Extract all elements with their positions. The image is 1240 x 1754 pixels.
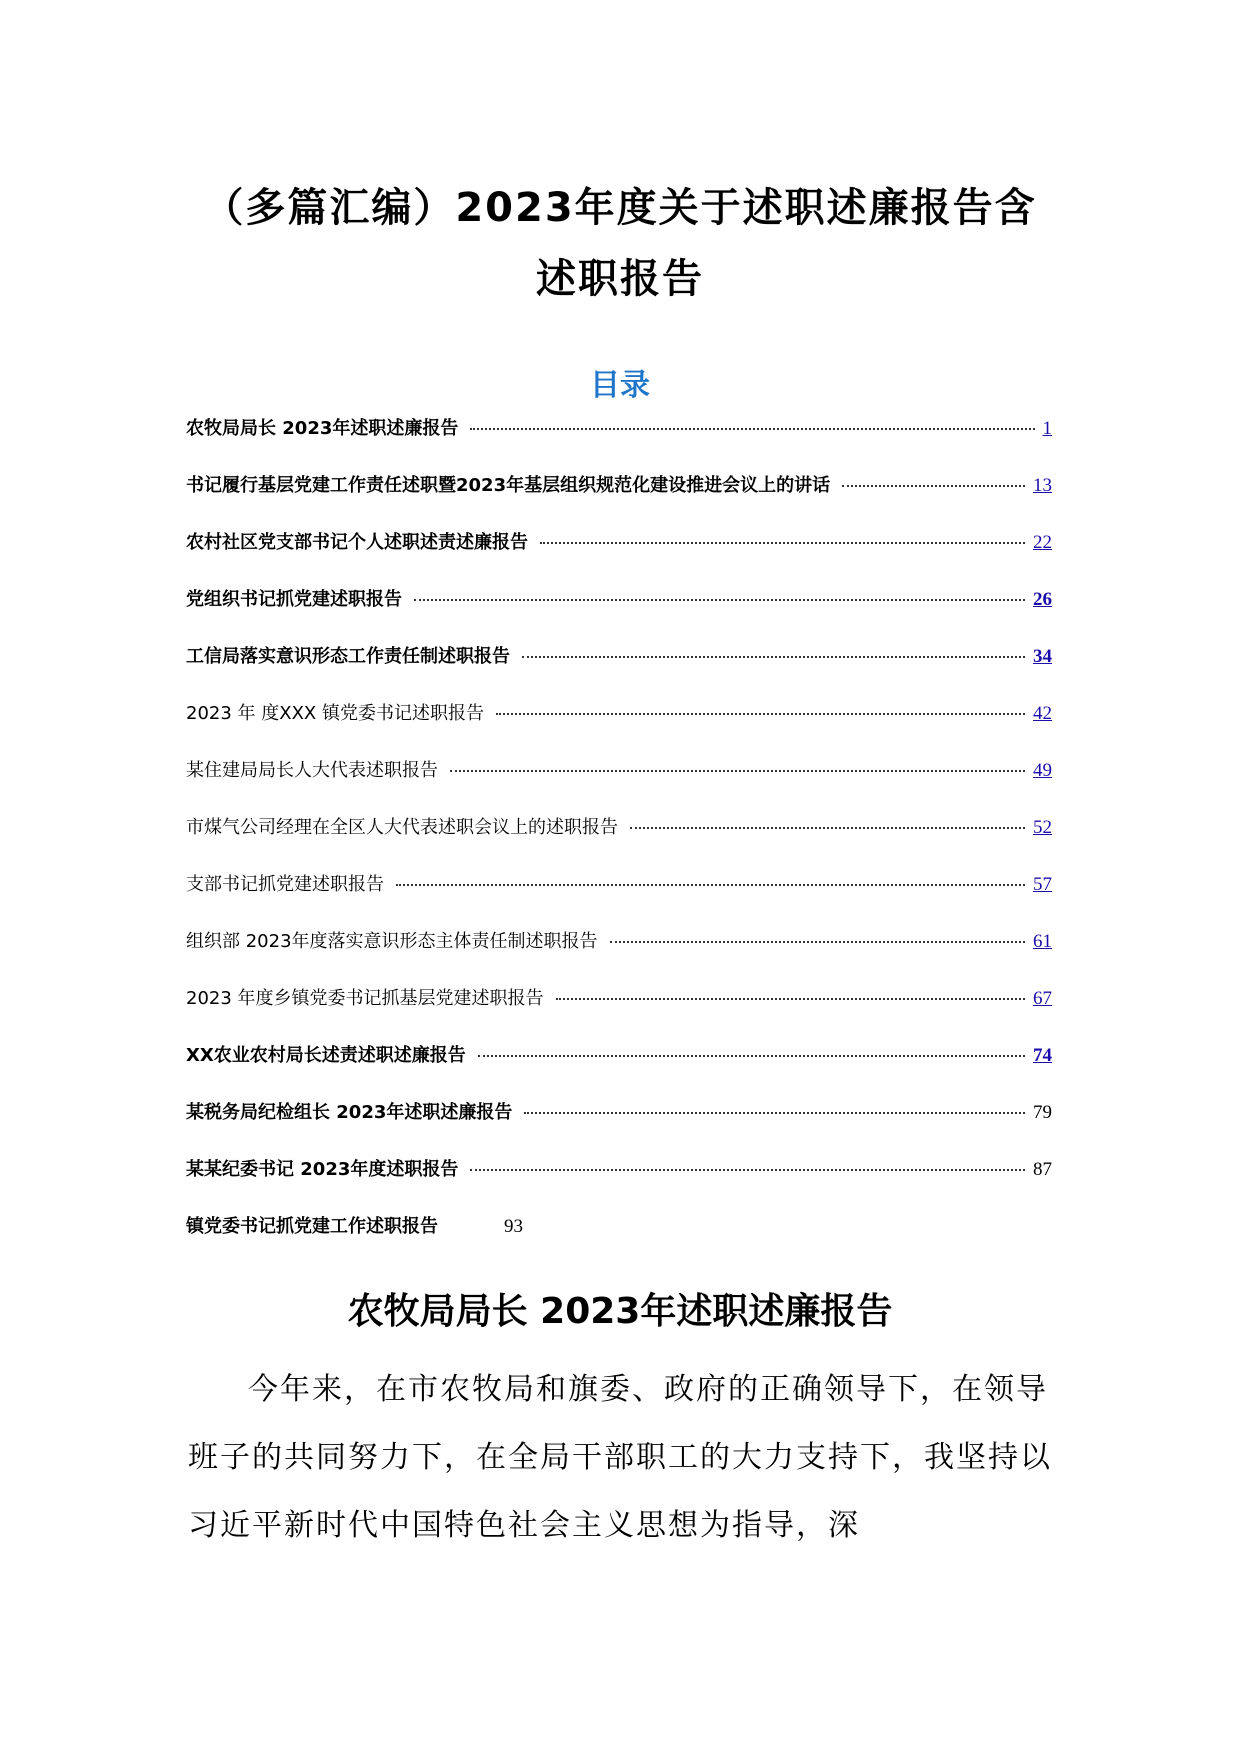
toc-entry[interactable] <box>186 528 1052 585</box>
toc-page-link[interactable]: 34 <box>1033 646 1052 667</box>
toc-page-link[interactable]: 22 <box>1033 532 1052 553</box>
toc-page-link[interactable]: 61 <box>1033 931 1052 952</box>
toc-entry[interactable] <box>186 1098 1052 1155</box>
toc-entry-title: 某住建局局长人大代表述职报告 <box>186 760 438 781</box>
toc-entry-title: 市煤气公司经理在全区人大代表述职会议上的述职报告 <box>186 817 618 838</box>
toc-entry[interactable] <box>186 585 1052 642</box>
toc-entry-title: 党组织书记抓党建述职报告 <box>186 589 402 610</box>
toc-entry-title: 2023 年 度XXX 镇党委书记述职报告 <box>186 703 484 724</box>
toc-entry[interactable] <box>186 1212 1052 1269</box>
toc-leader-dots <box>396 884 1025 886</box>
toc-leader-dots <box>450 770 1025 772</box>
section-body <box>188 1356 1054 1560</box>
toc-leader-dots <box>496 713 1025 715</box>
toc-leader-dots <box>540 542 1025 544</box>
toc-entry[interactable] <box>186 699 1052 756</box>
toc-page-link[interactable]: 57 <box>1033 874 1052 895</box>
toc-page-link[interactable]: 67 <box>1033 988 1052 1009</box>
toc-entry[interactable] <box>186 927 1052 984</box>
toc-entry[interactable] <box>186 756 1052 813</box>
toc-page-link[interactable]: 1 <box>1042 418 1052 439</box>
toc-entry[interactable] <box>186 870 1052 927</box>
toc-page-link[interactable]: 13 <box>1033 475 1052 496</box>
toc-entry-title: 工信局落实意识形态工作责任制述职报告 <box>186 646 510 667</box>
toc-heading: 目录 <box>590 368 650 403</box>
toc-entry-title: 书记履行基层党建工作责任述职暨2023年基层组织规范化建设推进会议上的讲话 <box>186 475 831 496</box>
toc-entry-title: 某某纪委书记 2023年度述职报告 <box>186 1159 459 1180</box>
toc-leader-dots <box>842 485 1025 487</box>
toc-entry-title: 某税务局纪检组长 2023年述职述廉报告 <box>186 1102 513 1123</box>
section-title: 农牧局局长 2023年述职述廉报告 <box>347 1291 893 1332</box>
toc-entry[interactable] <box>186 471 1052 528</box>
body-paragraph: 今年来，在市农牧局和旗委、政府的正确领导下，在领导班子的共同努力下，在全局干部职工的大力支持下，我坚持以习近平新时代中国特色社会主义思想为指导，深 <box>188 1372 1052 1543</box>
toc-entry-title: XX农业农村局长述责述职述廉报告 <box>186 1045 466 1066</box>
toc-entry-title: 支部书记抓党建述职报告 <box>186 874 384 895</box>
toc-entry[interactable] <box>186 813 1052 870</box>
toc-entry-title: 镇党委书记抓党建工作述职报告 <box>186 1216 438 1237</box>
toc-leader-dots <box>556 998 1025 1000</box>
toc-leader-dots <box>478 1055 1025 1057</box>
toc-leader-dots <box>524 1112 1025 1114</box>
toc-leader-dots <box>630 827 1025 829</box>
toc-leader-dots <box>414 599 1025 601</box>
toc-page-link[interactable]: 52 <box>1033 817 1052 838</box>
toc-leader-dots <box>610 941 1025 943</box>
toc-entry[interactable] <box>186 984 1052 1041</box>
toc-entry[interactable] <box>186 642 1052 699</box>
toc-page-link[interactable]: 42 <box>1033 703 1052 724</box>
toc-entry-title: 农村社区党支部书记个人述职述责述廉报告 <box>186 532 528 553</box>
toc-leader-dots <box>522 656 1025 658</box>
toc-page-link[interactable]: 26 <box>1033 589 1052 610</box>
toc-page-number: 79 <box>1033 1102 1052 1123</box>
toc-leader-dots <box>470 428 1034 430</box>
toc-page-link[interactable]: 74 <box>1033 1045 1052 1066</box>
toc-leader-dots <box>470 1169 1025 1171</box>
toc-page-link[interactable]: 49 <box>1033 760 1052 781</box>
document-title-line-1: （多篇汇编）2023年度关于述职述廉报告含 <box>203 185 1037 231</box>
toc-entry-title: 2023 年度乡镇党委书记抓基层党建述职报告 <box>186 988 544 1009</box>
document-title-line-2: 述职报告 <box>536 256 704 302</box>
table-of-contents <box>186 414 1052 1269</box>
toc-entry[interactable] <box>186 1155 1052 1212</box>
toc-entry[interactable] <box>186 1041 1052 1098</box>
toc-entry[interactable] <box>186 414 1052 471</box>
toc-entry-title: 组织部 2023年度落实意识形态主体责任制述职报告 <box>186 931 598 952</box>
toc-page-number: 87 <box>1033 1159 1052 1180</box>
toc-page-number: 93 <box>504 1216 523 1237</box>
toc-entry-title: 农牧局局长 2023年述职述廉报告 <box>186 418 459 439</box>
